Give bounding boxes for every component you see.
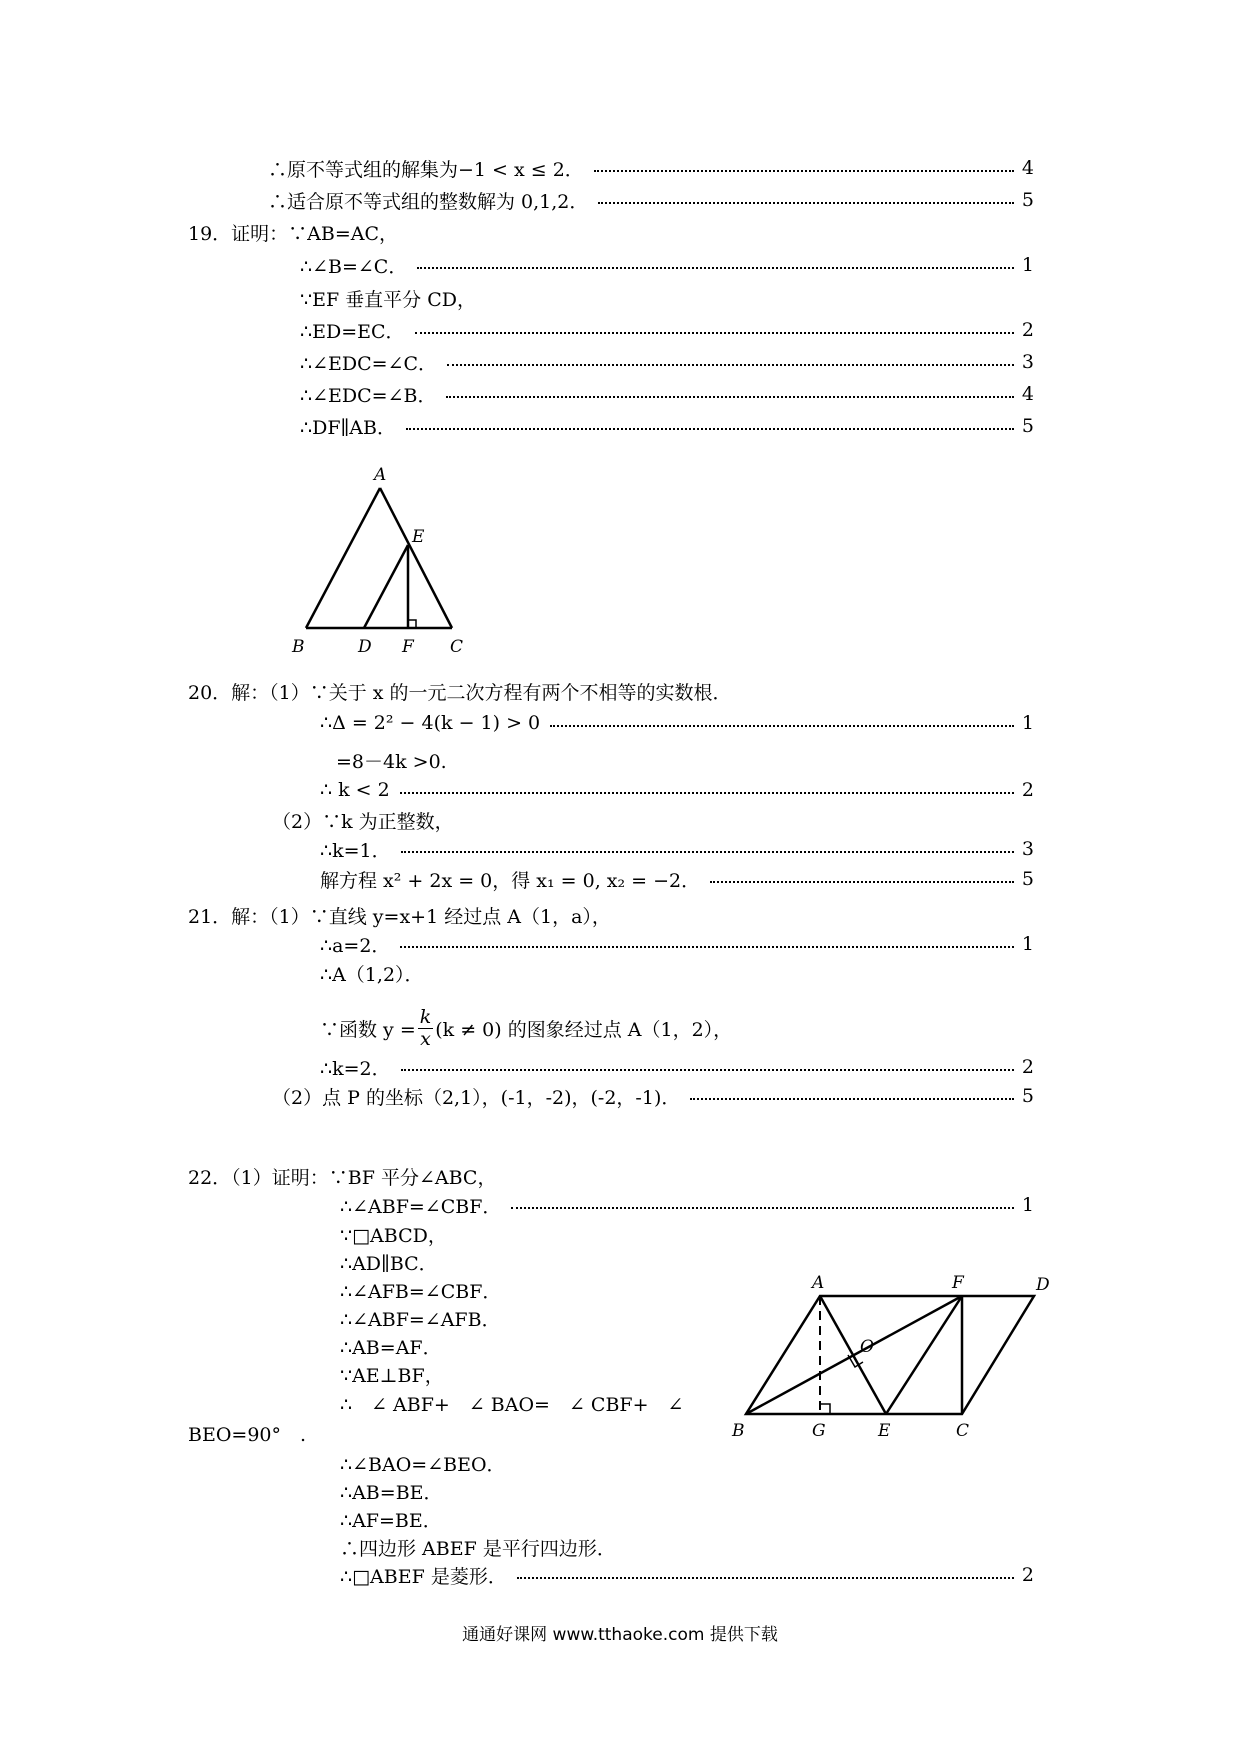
line-text: ∵AE⊥BF，: [340, 1364, 444, 1387]
line-q22-header: [188, 1161, 496, 1191]
line-q21-header: [188, 900, 611, 930]
score-value: 2: [1021, 319, 1034, 341]
line-text: ∴原不等式组的解集为−1 < x ≤ 2．: [268, 158, 584, 181]
score-value: 5: [1021, 1085, 1034, 1107]
line-text: ∴k=2．: [320, 1057, 391, 1080]
line-q20-step: [336, 745, 447, 775]
label-d: D: [1036, 1275, 1050, 1295]
line-text: ∵EF 垂直平分 CD，: [300, 288, 476, 311]
line-text: ∴A（1,2）．: [320, 963, 424, 986]
dot-leader: [710, 871, 1014, 883]
line-text: ∴ k < 2: [320, 779, 390, 801]
label-f: F: [402, 637, 414, 657]
line-q22-step: [340, 1247, 438, 1277]
line-q22-step: [340, 1303, 501, 1333]
score-value: 2: [1021, 1564, 1034, 1586]
label-g: G: [812, 1421, 826, 1441]
line-text: ∴∠BAO=∠BEO．: [340, 1453, 506, 1476]
line-text: （2）∵k 为正整数，: [272, 810, 454, 833]
line-text: ∴适合原不等式组的整数解为 0,1,2．: [268, 190, 589, 213]
line-q19-step: [300, 379, 1034, 409]
label-a: A: [374, 465, 387, 485]
line-text: ∴□ABEF 是菱形．: [340, 1565, 507, 1588]
line-q20-step: [320, 775, 1034, 805]
line-q22-step: [340, 1275, 501, 1305]
line-q20-step: [320, 708, 1034, 738]
line-text: 解方程 x² + 2x = 0，得 x₁ = 0, x₂ = −2．: [320, 869, 701, 892]
line-solution-set: [268, 153, 1034, 183]
line-q22-step: [340, 1219, 447, 1249]
score-value: 4: [1021, 383, 1034, 405]
dot-leader: [446, 386, 1014, 398]
line-q22-step-continued: [188, 1418, 306, 1448]
score-value: 1: [1021, 254, 1034, 276]
line-q21-part2: [272, 1081, 1034, 1111]
line-q19-step: [300, 411, 1034, 441]
line-text: ∴a=2．: [320, 934, 391, 957]
label-c: C: [956, 1421, 970, 1441]
segment-de: [364, 545, 408, 628]
line-text: ∴∠ABF=∠CBF．: [340, 1195, 502, 1218]
line-text: ∴∠EDC=∠C．: [300, 352, 438, 375]
score-value: 1: [1021, 1194, 1034, 1216]
score-value: 5: [1021, 415, 1034, 437]
label-e: E: [412, 527, 425, 547]
line-text: ∴AF=BE．: [340, 1509, 442, 1532]
parallelogram-figure: [726, 1250, 1066, 1450]
line-q20-step: [320, 864, 1034, 894]
line-text: ∴∠ABF=∠AFB．: [340, 1308, 501, 1331]
line-q20-step: [320, 834, 1034, 864]
line-q21-function: [320, 998, 732, 1058]
line-q22-step: [340, 1532, 616, 1562]
dot-leader: [517, 1567, 1014, 1579]
fraction-denominator: x: [420, 1027, 431, 1050]
line-text: ∴∠AFB=∠CBF．: [340, 1280, 502, 1303]
line-text: ∴∠EDC=∠B．: [300, 384, 437, 407]
line-text: ∴Δ = 2² − 4(k − 1) > 0: [320, 712, 541, 734]
label-d: D: [358, 637, 372, 657]
right-angle-mark-g: [820, 1404, 830, 1414]
line-q19-header: [188, 217, 398, 247]
label-a: A: [812, 1273, 825, 1293]
score-value: 3: [1021, 838, 1034, 860]
dot-leader: [401, 1059, 1014, 1071]
line-text: ∴ ∠ ABF+ ∠ BAO= ∠ CBF+ ∠: [340, 1393, 684, 1416]
line-text-post: (k ≠ 0) 的图象经过点 A（1，2），: [435, 1018, 733, 1041]
line-text: ∴k=1．: [320, 839, 391, 862]
line-q22-step: [340, 1560, 1034, 1590]
dot-leader: [598, 192, 1014, 204]
line-q20-part2: [272, 805, 454, 835]
line-q20-header: [188, 676, 732, 706]
line-text: ∴DF∥AB．: [300, 416, 396, 439]
line-q22-step: [340, 1359, 444, 1389]
score-value: 4: [1021, 157, 1034, 179]
line-q19-step: [300, 347, 1034, 377]
line-q21-step: [320, 958, 424, 988]
dot-leader: [401, 841, 1014, 853]
line-text: =8－4k >0.: [336, 750, 447, 773]
parallelogram-abcd: [746, 1296, 1034, 1414]
line-q22-step: [340, 1331, 442, 1361]
line-q21-step: [320, 1052, 1034, 1082]
line-text: BEO=90° .: [188, 1423, 307, 1446]
score-value: 2: [1021, 1056, 1034, 1078]
dot-leader: [594, 160, 1014, 172]
line-text: ∴AB=BE．: [340, 1481, 443, 1504]
dot-leader: [400, 782, 1014, 794]
score-value: 2: [1021, 779, 1034, 801]
dot-leader: [406, 418, 1014, 430]
line-q22-step: [340, 1476, 443, 1506]
dot-leader: [690, 1088, 1014, 1100]
line-text: ∵□ABCD，: [340, 1224, 447, 1247]
line-q19-step: [300, 283, 476, 313]
line-q19-step: [300, 315, 1034, 345]
line-text: ∴四边形 ABEF 是平行四边形．: [340, 1537, 616, 1560]
label-b: B: [732, 1421, 745, 1441]
label-e: E: [878, 1421, 891, 1441]
dot-leader: [550, 715, 1014, 727]
line-text: ∴AD∥BC．: [340, 1252, 438, 1275]
score-value: 1: [1021, 712, 1034, 734]
line-text: ∴AB=AF．: [340, 1336, 442, 1359]
line-integer-solutions: [268, 185, 1034, 215]
dot-leader: [511, 1197, 1014, 1209]
triangle-figure: [280, 460, 480, 660]
score-value: 5: [1021, 868, 1034, 890]
dot-leader: [447, 354, 1014, 366]
score-value: 5: [1021, 189, 1034, 211]
side-ac: [380, 488, 452, 628]
line-q21-step: [320, 929, 1034, 959]
label-b: B: [292, 637, 305, 657]
line-text: （2）点 P 的坐标（2,1），(-1，-2)，(-2，-1)．: [272, 1086, 681, 1109]
label-f: F: [952, 1273, 964, 1293]
line-text-pre: ∵函数 y =: [320, 1018, 416, 1041]
side-ab: [306, 488, 380, 628]
segment-fe: [886, 1296, 962, 1414]
line-q22-step: [340, 1190, 1034, 1220]
label-o: O: [860, 1337, 874, 1357]
footer-download-note: 通通好课网 www.tthaoke.com 提供下载: [462, 1625, 778, 1645]
line-q22-step: [340, 1448, 506, 1478]
dot-leader: [400, 936, 1014, 948]
score-value: 1: [1021, 933, 1034, 955]
line-text: ∴∠B=∠C．: [300, 255, 408, 278]
line-text: 21．解：（1）∵直线 y=x+1 经过点 A（1，a），: [188, 905, 611, 928]
line-q22-step: [340, 1388, 683, 1418]
line-q22-step: [340, 1504, 442, 1534]
line-q19-step: [300, 250, 1034, 280]
fraction-numerator: k: [419, 1005, 432, 1028]
dot-leader: [415, 322, 1014, 334]
line-text: 19．证明：∵AB=AC，: [188, 222, 399, 245]
fraction-k-over-x: [418, 1007, 434, 1050]
score-value: 3: [1021, 351, 1034, 373]
segment-ae: [820, 1296, 886, 1414]
dot-leader: [417, 257, 1014, 269]
line-text: ∴ED=EC．: [300, 320, 405, 343]
line-text: 22．（1）证明：∵BF 平分∠ABC，: [188, 1166, 497, 1189]
label-c: C: [450, 637, 464, 657]
line-text: 20．解：（1）∵关于 x 的一元二次方程有两个不相等的实数根．: [188, 681, 732, 704]
